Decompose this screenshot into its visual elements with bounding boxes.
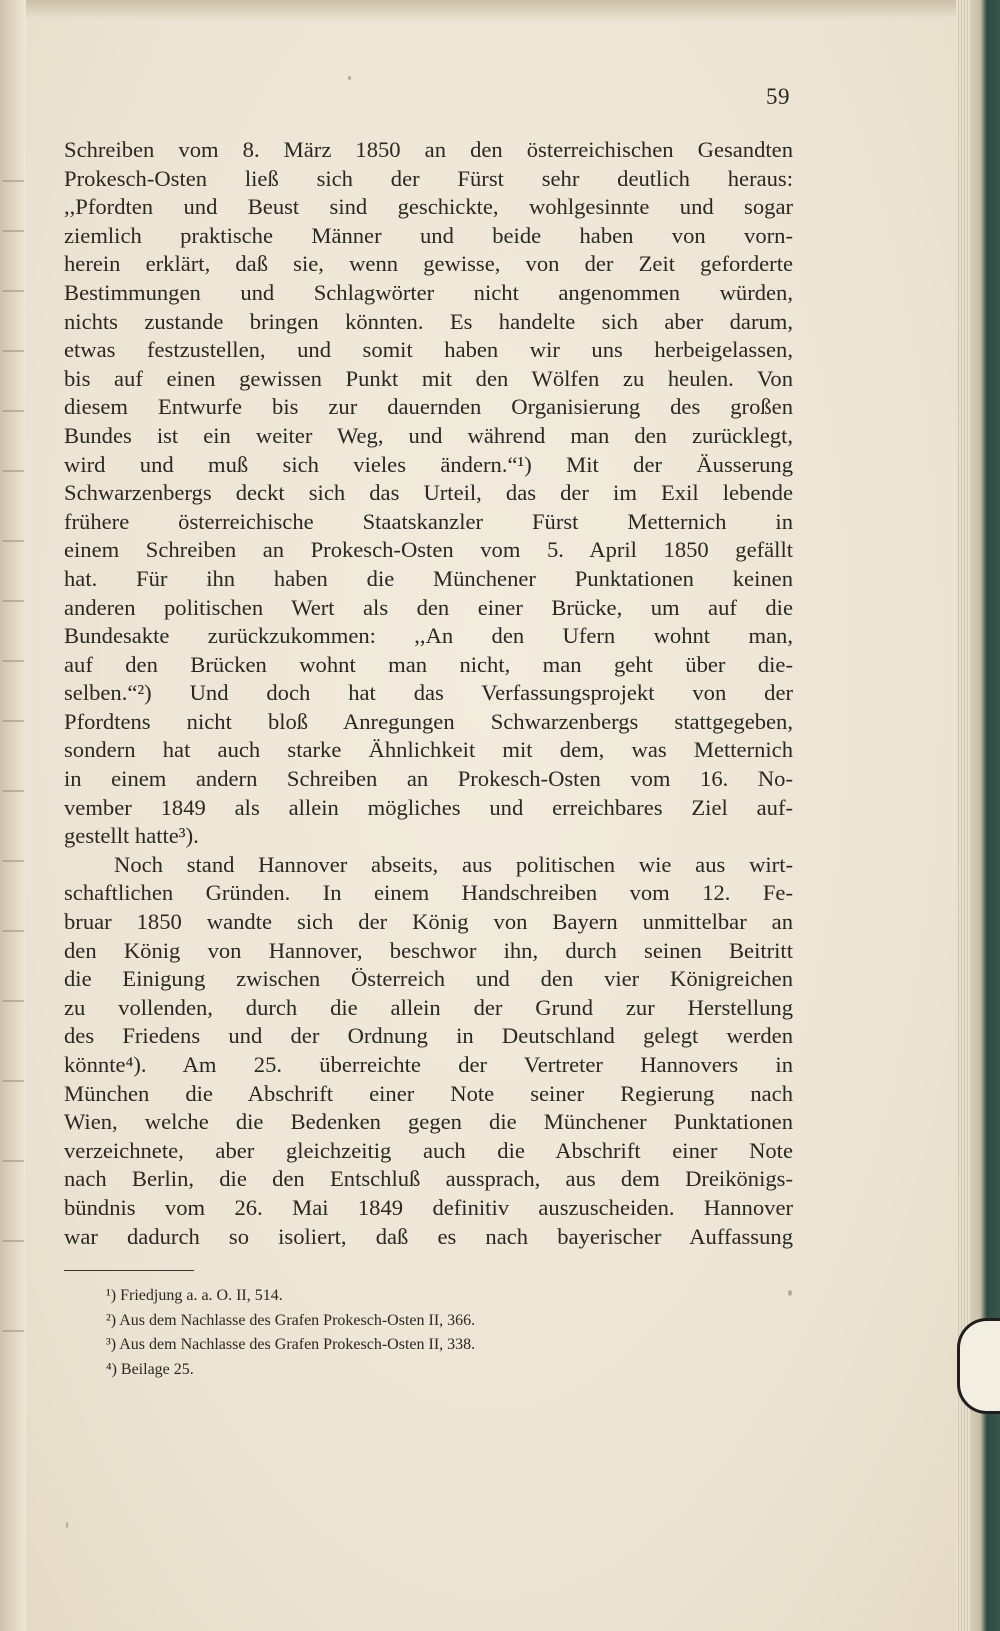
footnote: ³) Aus dem Nachlasse des Grafen Prokesch-Osten II, 338. xyxy=(106,1336,476,1353)
text-line: vember 1849 als allein mögliches und erreichbares Ziel auf- xyxy=(64,794,793,820)
text-line: war dadurch so isoliert, daß es nach bayerischer Auffassung xyxy=(64,1223,793,1249)
text-line: die Einigung zwischen Österreich und den vier Königreichen xyxy=(64,966,793,992)
text-line: schaftlichen Gründen. In einem Handschreiben vom 12. Fe- xyxy=(64,880,793,906)
text-line: bündnis vom 26. Mai 1849 definitiv auszuscheiden. Hannover xyxy=(64,1194,793,1220)
text-line: des Friedens und der Ordnung in Deutschland gelegt werden xyxy=(64,1023,793,1049)
text-line: auf den Brücken wohnt man nicht, man geht über die- xyxy=(64,651,793,677)
text-line: gestellt hatte³). xyxy=(64,823,199,849)
text-line: nichts zustande bringen könnten. Es handelte sich aber darum, xyxy=(64,308,793,334)
footnote: ¹) Friedjung a. a. O. II, 514. xyxy=(106,1287,283,1304)
footnote-divider xyxy=(64,1270,194,1271)
footnotes xyxy=(106,1284,786,1382)
paper-speck xyxy=(66,1522,68,1528)
book-page xyxy=(26,22,956,1631)
text-line: bis auf einen gewissen Punkt mit den Wölfen zu heulen. Von xyxy=(64,365,793,391)
text-line: selben.“²) Und doch hat das Verfassungsprojekt von der xyxy=(64,680,793,706)
text-line: ziemlich praktische Männer und beide haben von vorn- xyxy=(64,222,793,248)
text-line: Schreiben vom 8. März 1850 an den österreichischen Gesandten xyxy=(64,137,793,162)
text-line: wird und muß sich vieles ändern.“¹) Mit der Äusserung xyxy=(64,451,793,477)
text-line: ,,Pfordten und Beust sind geschickte, wohlgesinnte und sogar xyxy=(64,194,793,220)
text-line: München die Abschrift einer Note seiner Regierung nach xyxy=(64,1080,793,1106)
text-line: verzeichnete, aber gleichzeitig auch die Abschrift einer Note xyxy=(64,1137,793,1163)
text-line: Bundes ist ein weiter Weg, und während man den zurücklegt, xyxy=(64,422,793,448)
body-text xyxy=(64,136,793,1251)
text-line: Noch stand Hannover abseits, aus politischen wie aus wirt- xyxy=(114,851,793,877)
text-line: den König von Hannover, beschwor ihn, durch seinen Beitritt xyxy=(64,937,793,963)
text-line: einem Schreiben an Prokesch-Osten vom 5. April 1850 gefällt xyxy=(64,537,793,563)
text-line: diesem Entwurfe bis zur dauernden Organisierung des großen xyxy=(64,394,793,420)
text-line: herein erklärt, daß sie, wenn gewisse, von der Zeit geforderte xyxy=(64,251,793,277)
text-line: bruar 1850 wandte sich der König von Bayern unmittelbar an xyxy=(64,909,793,935)
footnote: ⁴) Beilage 25. xyxy=(106,1360,194,1378)
paper-speck xyxy=(788,1290,792,1296)
footnote: ²) Aus dem Nachlasse des Grafen Prokesch-Osten II, 366. xyxy=(106,1311,476,1329)
text-line: nach Berlin, die den Entschluß aussprach, aus dem Dreikönigs- xyxy=(64,1166,793,1192)
binding-clip xyxy=(957,1318,1000,1414)
page-number: 59 xyxy=(766,84,790,109)
text-line: anderen politischen Wert als den einer Brücke, um auf die xyxy=(64,594,793,620)
text-line: zu vollenden, durch die allein der Grund zur Herstellung xyxy=(64,994,793,1020)
previous-page-edge xyxy=(0,0,26,1631)
text-line: sondern hat auch starke Ähnlichkeit mit dem, was Metternich xyxy=(64,737,793,763)
paper-speck xyxy=(348,76,351,80)
text-line: etwas festzustellen, und somit haben wir uns herbeigelassen, xyxy=(64,337,793,363)
text-line: könnte⁴). Am 25. überreichte der Vertreter Hannovers in xyxy=(64,1052,793,1077)
text-line: Prokesch-Osten ließ sich der Fürst sehr deutlich heraus: xyxy=(64,165,793,191)
text-line: Bundesakte zurückzukommen: ,,An den Ufern wohnt man, xyxy=(64,623,793,649)
text-line: Pfordtens nicht bloß Anregungen Schwarzenbergs stattgegeben, xyxy=(64,708,793,734)
text-line: Schwarzenbergs deckt sich das Urteil, das der im Exil lebende xyxy=(64,480,793,506)
text-line: frühere österreichische Staatskanzler Fürst Metternich in xyxy=(64,508,793,534)
text-line: Wien, welche die Bedenken gegen die Münchener Punktationen xyxy=(64,1109,793,1135)
text-line: hat. Für ihn haben die Münchener Punktationen keinen xyxy=(64,565,793,591)
text-line: in einem andern Schreiben an Prokesch-Osten vom 16. No- xyxy=(64,766,793,792)
text-line: Bestimmungen und Schlagwörter nicht angenommen würden, xyxy=(64,279,793,305)
